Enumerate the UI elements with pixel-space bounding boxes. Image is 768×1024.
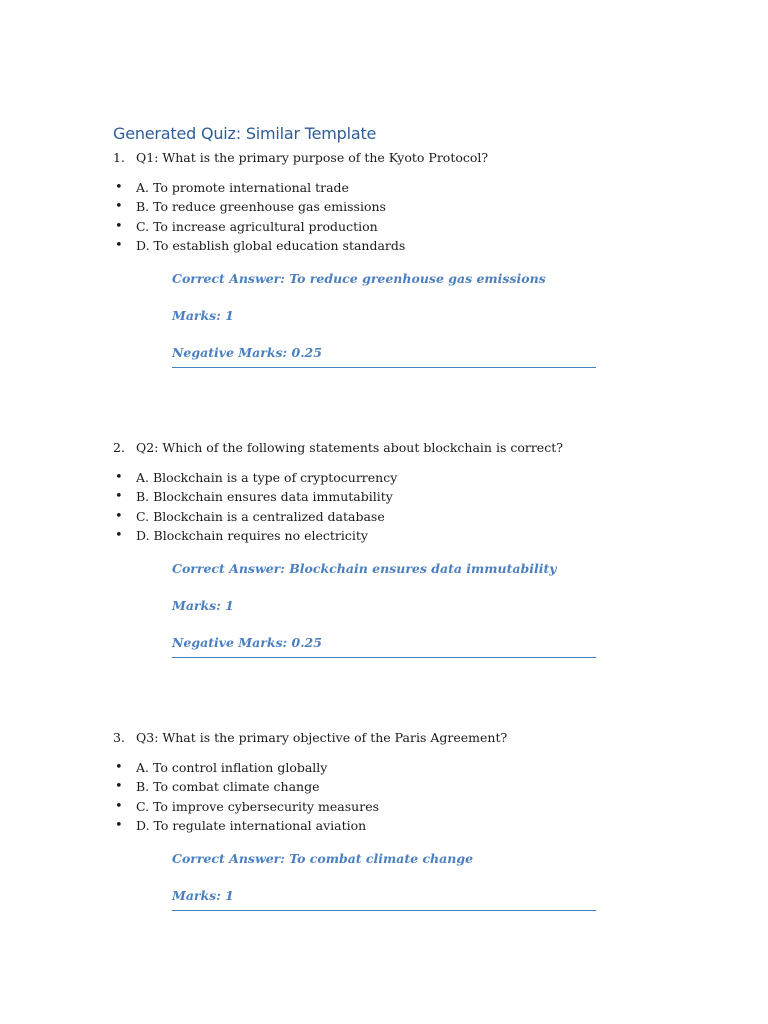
option-text: A. To promote international trade (136, 180, 349, 195)
option-item (113, 777, 633, 796)
bullet-icon: • (115, 760, 123, 775)
option-item (113, 468, 633, 487)
correct-answer: Correct Answer: Blockchain ensures data immutability (172, 561, 557, 576)
bullet-icon: • (115, 470, 123, 485)
marks: Marks: 1 (172, 598, 234, 613)
negative-marks: Negative Marks: 0.25 (172, 345, 322, 360)
question-number: 3. (113, 730, 125, 745)
question-text: Q1: What is the primary purpose of the Kyoto Protocol? (136, 150, 489, 165)
bullet-icon: • (115, 527, 123, 543)
option-text: B. To reduce greenhouse gas emissions (136, 199, 386, 215)
option-item (113, 217, 633, 236)
option-item (113, 758, 633, 777)
quiz-title: Generated Quiz: Similar Template (113, 124, 377, 143)
option-text: C. To improve cybersecurity measures (136, 798, 380, 814)
option-text: D. To regulate international aviation (136, 817, 367, 833)
option-text: B. To combat climate change (136, 779, 320, 795)
bullet-icon: • (115, 508, 123, 524)
option-item (113, 816, 633, 835)
bullet-icon: • (115, 489, 123, 505)
correct-answer: Correct Answer: To combat climate change (172, 851, 474, 866)
question-text: Q2: Which of the following statements about blockchain is correct? (136, 440, 563, 455)
divider-line (172, 367, 596, 368)
bullet-icon: • (115, 779, 123, 795)
question-line (113, 728, 673, 748)
option-text: C. Blockchain is a centralized database (136, 508, 385, 524)
option-text: B. Blockchain ensures data immutability (136, 489, 393, 505)
option-text: D. Blockchain requires no electricity (136, 527, 368, 543)
question-text: Q3: What is the primary objective of the Paris Agreement? (136, 730, 508, 745)
question-line (113, 148, 673, 168)
divider-line (172, 910, 596, 911)
correct-answer: Correct Answer: To reduce greenhouse gas emissions (172, 271, 546, 286)
question-line (113, 438, 673, 458)
option-text: A. Blockchain is a type of cryptocurrency (136, 470, 398, 485)
question-block (113, 148, 673, 360)
option-item (113, 178, 633, 197)
bullet-icon: • (115, 817, 123, 833)
option-item (113, 526, 633, 545)
option-text: A. To control inflation globally (136, 760, 328, 775)
options-list (113, 468, 633, 545)
option-item (113, 507, 633, 526)
option-item (113, 487, 633, 506)
option-item (113, 236, 633, 255)
bullet-icon: • (115, 798, 123, 814)
options-list (113, 178, 633, 255)
negative-marks: Negative Marks: 0.25 (172, 635, 322, 650)
option-text: C. To increase agricultural production (136, 218, 378, 234)
bullet-icon: • (115, 180, 123, 195)
divider-line (172, 657, 596, 658)
bullet-icon: • (115, 237, 123, 253)
option-text: D. To establish global education standards (136, 237, 406, 253)
question-block (113, 728, 673, 903)
bullet-icon: • (115, 199, 123, 215)
question-number: 1. (113, 150, 125, 165)
option-item (113, 797, 633, 816)
question-block (113, 438, 673, 650)
option-item (113, 197, 633, 216)
options-list (113, 758, 633, 835)
bullet-icon: • (115, 218, 123, 234)
marks: Marks: 1 (172, 888, 234, 903)
marks: Marks: 1 (172, 308, 234, 323)
question-number: 2. (113, 440, 125, 455)
